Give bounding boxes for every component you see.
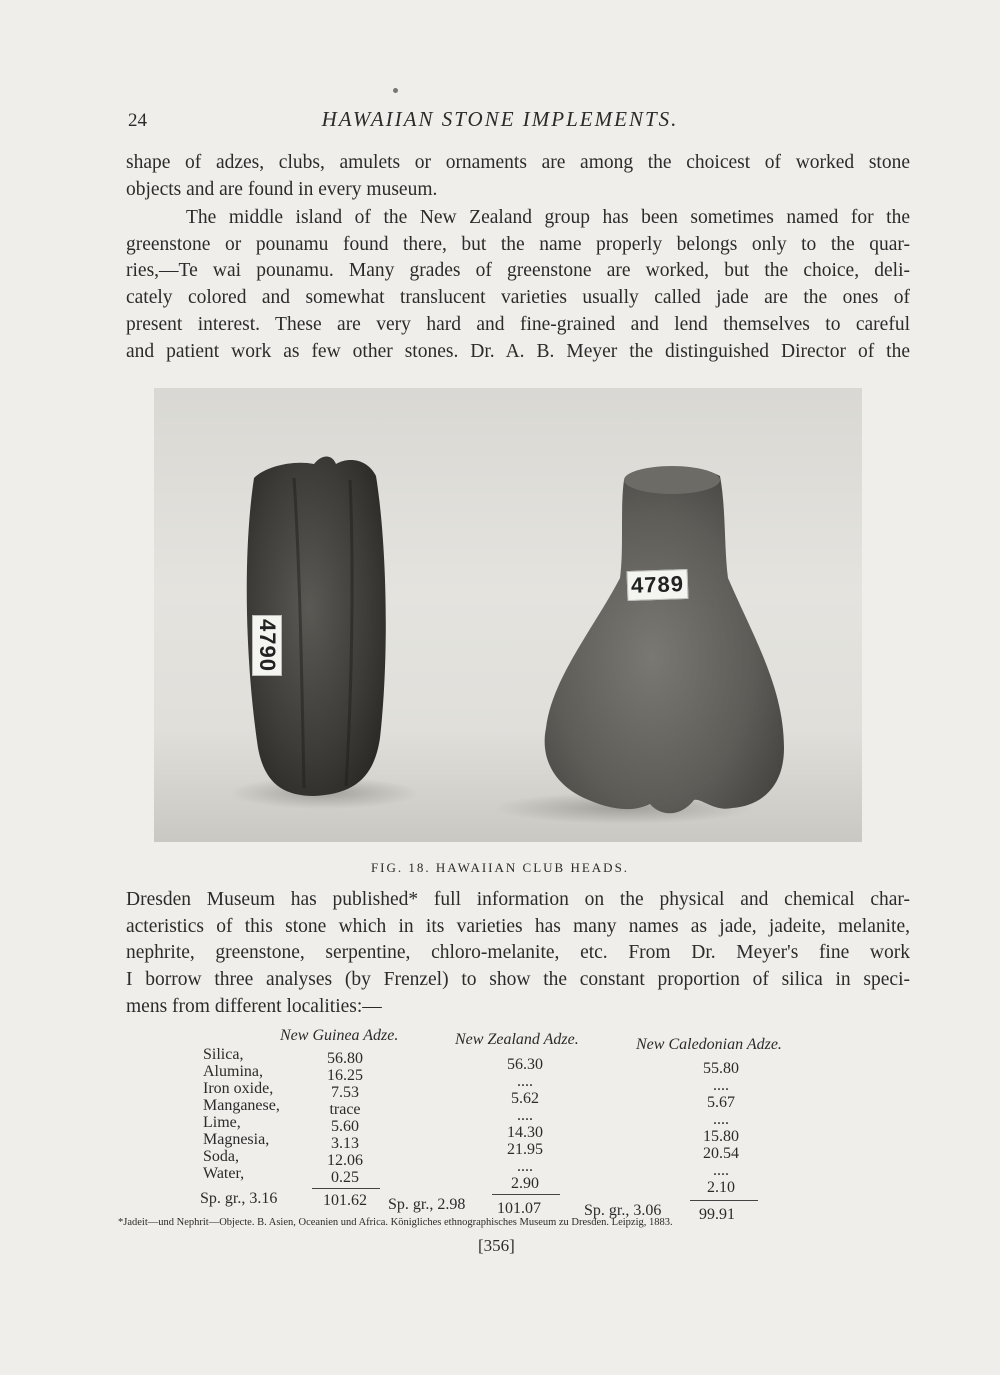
text-line: greenstone or pounamu found there, but the name properly belongs only to the quar-	[126, 233, 910, 255]
text-line: mens from different localities:—	[126, 995, 382, 1017]
value-cell: ....	[713, 1162, 729, 1179]
text-line: acteristics of this stone which in its varieties has many names as jade, jadeite, melanite,	[126, 915, 910, 937]
text-line: nephrite, greenstone, serpentine, chloro-melanite, etc. From Dr. Meyer's fine work	[126, 942, 910, 964]
text-line: and patient work as few other stones. Dr. A. B. Meyer the distinguished Director of the	[126, 340, 910, 362]
text-line: I borrow three analyses (by Frenzel) to show the constant proportion of silica in speci-	[126, 969, 910, 991]
value-cell: 56.80	[327, 1050, 363, 1067]
value-cell: 0.25	[331, 1169, 359, 1186]
row-label: Manganese,	[203, 1097, 280, 1114]
value-cell: 7.53	[331, 1084, 359, 1101]
value-cell: 21.95	[507, 1141, 543, 1158]
row-label: Silica,	[203, 1046, 244, 1063]
footnote: *Jadeit—und Nephrit—Objecte. B. Asien, Oceanien und Africa. Königliches ethnographisches Museum zu Dresden. Leipzig, 1883.	[118, 1217, 673, 1228]
specific-gravity: Sp. gr., 3.06	[584, 1202, 662, 1219]
sheet-number: [356]	[478, 1236, 515, 1255]
text-line: shape of adzes, clubs, amulets or ornaments are among the choicest of worked stone	[126, 152, 910, 173]
value-cell: 3.13	[331, 1135, 359, 1152]
row-label: Alumina,	[203, 1063, 263, 1080]
value-cell: 14.30	[507, 1124, 543, 1141]
value-cell: 15.80	[703, 1128, 739, 1145]
value-cell: 55.80	[703, 1060, 739, 1077]
value-cell: 16.25	[327, 1067, 363, 1084]
text-line: cately colored and somewhat translucent varieties usually called jade are the ones of	[126, 287, 910, 309]
value-cell: 5.62	[511, 1090, 539, 1107]
total-cell: 101.07	[497, 1200, 541, 1217]
value-cell: 12.06	[327, 1152, 363, 1169]
value-cell: ....	[517, 1158, 533, 1175]
sum-rule	[492, 1194, 560, 1195]
value-cell: 56.30	[507, 1056, 543, 1073]
specimen-tag-4789: 4789	[626, 569, 688, 601]
value-cell: 2.90	[511, 1175, 539, 1192]
row-label: Soda,	[203, 1148, 239, 1165]
value-cell: 2.10	[707, 1179, 735, 1196]
value-cell: 20.54	[703, 1145, 739, 1162]
sum-rule	[690, 1200, 758, 1201]
value-cell: 5.60	[331, 1118, 359, 1135]
text-line: The middle island of the New Zealand group has been sometimes named for the	[186, 207, 910, 228]
row-label: Iron oxide,	[203, 1080, 274, 1097]
value-cell: ....	[713, 1077, 729, 1094]
value-cell: ....	[517, 1073, 533, 1090]
running-title: HAWAIIAN STONE IMPLEMENTS.	[321, 107, 679, 131]
text-line: Dresden Museum has published* full information on the physical and chemical char-	[126, 889, 910, 910]
value-cell: trace	[329, 1101, 361, 1118]
page-number: 24	[128, 110, 147, 131]
specific-gravity: Sp. gr., 2.98	[388, 1196, 466, 1213]
total-cell: 99.91	[699, 1206, 735, 1223]
text-line: present interest. These are very hard and fine-grained and lend themselves to careful	[126, 313, 910, 335]
row-label: Water,	[203, 1165, 245, 1182]
row-label: Lime,	[203, 1114, 241, 1131]
value-cell: ....	[517, 1107, 533, 1124]
column-header: New Caledonian Adze.	[636, 1036, 782, 1053]
column-header: New Guinea Adze.	[280, 1027, 399, 1044]
value-cell: 5.67	[707, 1094, 735, 1111]
column-header: New Zealand Adze.	[455, 1031, 579, 1048]
text-line: ries,—Te wai pounamu. Many grades of greenstone are worked, but the choice, deli-	[126, 260, 910, 282]
value-cell: ....	[713, 1111, 729, 1128]
specific-gravity: Sp. gr., 3.16	[200, 1190, 278, 1207]
total-cell: 101.62	[323, 1192, 367, 1209]
row-label: Magnesia,	[203, 1131, 270, 1148]
text-line: objects and are found in every museum.	[126, 178, 438, 200]
specimen-tag-4790: 4790	[252, 615, 282, 676]
sum-rule	[312, 1188, 380, 1189]
figure-caption: FIG. 18. HAWAIIAN CLUB HEADS.	[370, 860, 630, 875]
